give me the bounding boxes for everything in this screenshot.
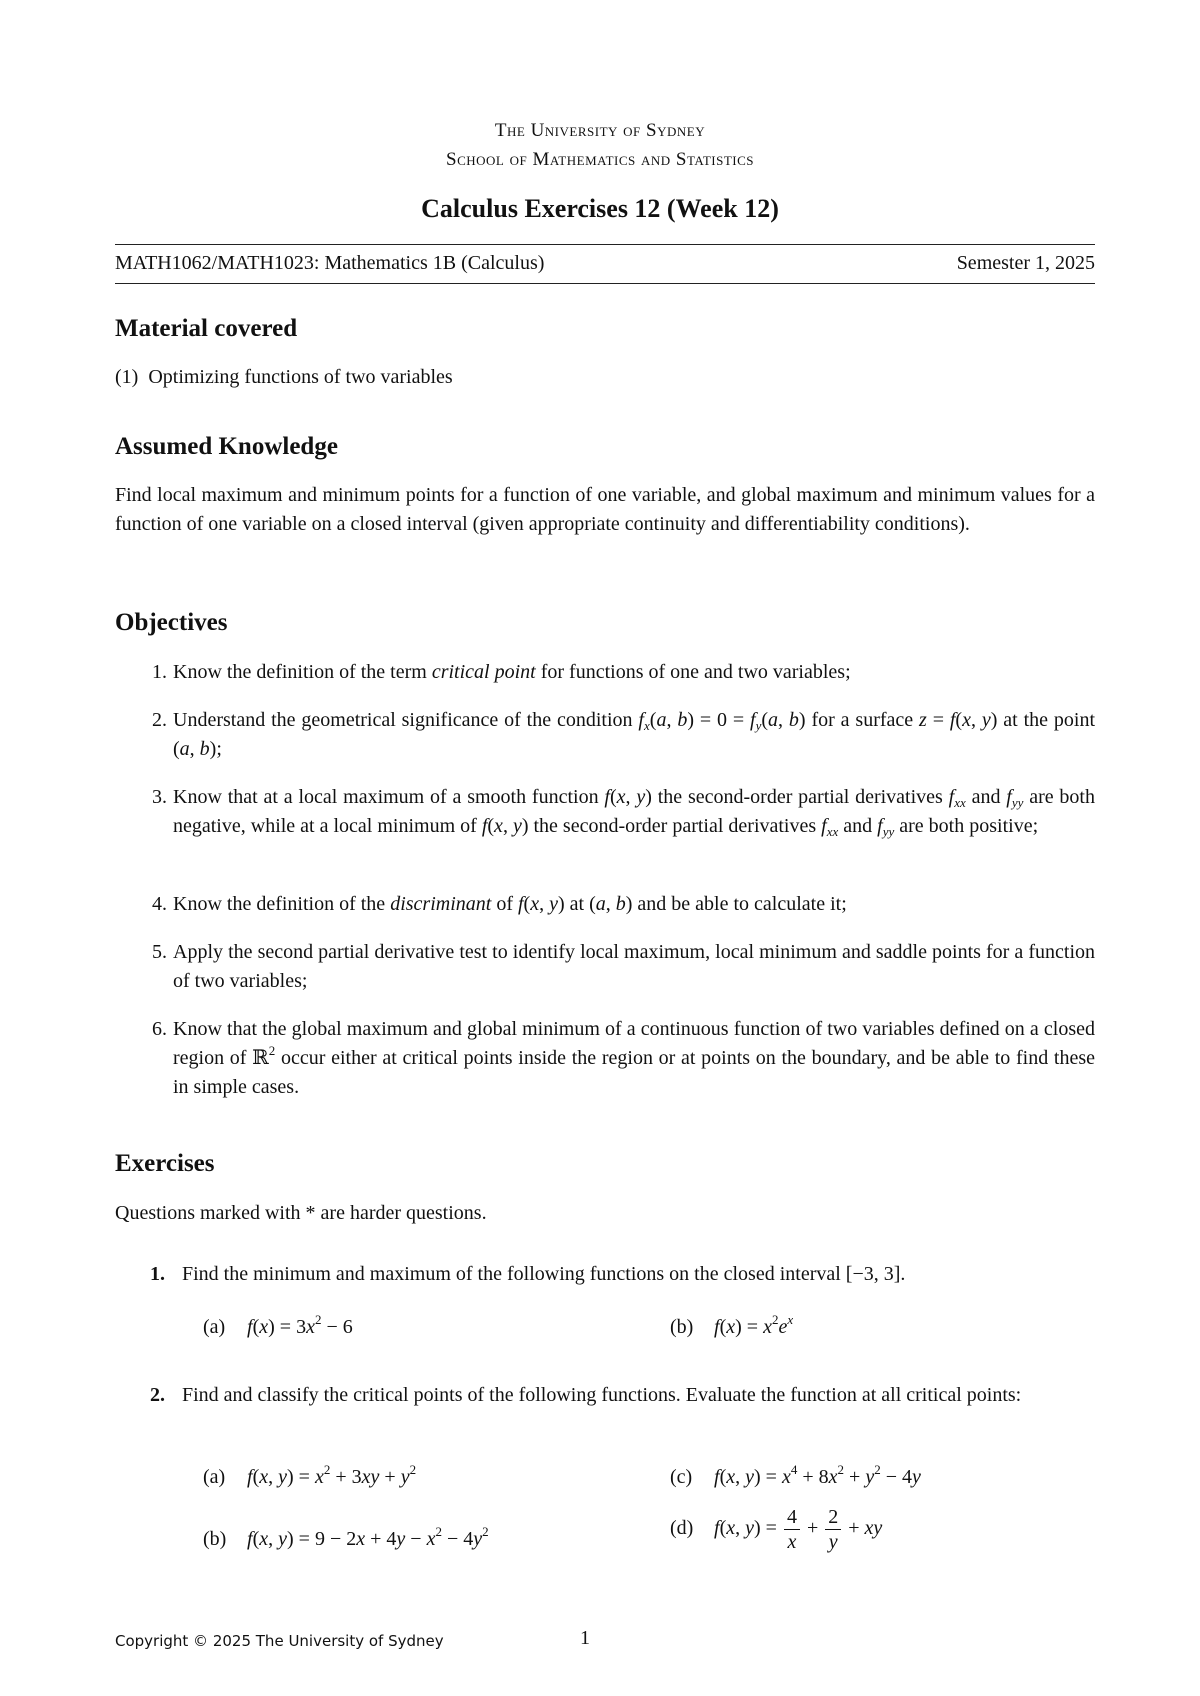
- part-label: (b): [203, 1528, 227, 1550]
- formula: f(x, y) = $\frac{4}{x}$ + $\frac{2}{y}$ + xy: [714, 1506, 883, 1553]
- fraction: $\frac{4}{x}$: [784, 1505, 800, 1554]
- formula: f(x, $y) = x^4 + 8x^2 + y^2 - 4y$: [714, 1462, 921, 1488]
- university-name: The University of Sydney: [494, 120, 706, 141]
- objective-number: 2.: [152, 709, 167, 731]
- question-1b: [670, 1312, 794, 1339]
- document-title: Calculus Exercises 12 (Week 12): [421, 194, 779, 223]
- school-name: School of Mathematics and Statistics: [446, 149, 754, 170]
- objective-text: Know the definition of the term critical point for functions of one and two variables;: [173, 661, 851, 683]
- exercises-note: Questions marked with * are harder questions.: [115, 1202, 487, 1224]
- part-label: (a): [203, 1466, 226, 1488]
- objective-number: 5.: [152, 941, 167, 963]
- formula: $f(x) = x^2e^x$: [714, 1312, 794, 1338]
- part-label: (c): [670, 1466, 693, 1488]
- part-label: (b): [670, 1316, 694, 1338]
- exercises-heading: Exercises: [115, 1150, 215, 1177]
- formula: f(x, $y) = x^2 + 3xy + y^2$: [247, 1462, 417, 1488]
- question-2c: [670, 1462, 921, 1489]
- semester: Semester 1, 2025: [956, 252, 1095, 274]
- copyright-notice: Copyright © 2025 The University of Sydney: [115, 1632, 444, 1650]
- objective-text: Know that the global maximum and global minimum of a continuous function of two variables defined on a closed region of ℝ$^2$ occur either at critical points inside the region or at points on the boundary, and be able to find these in simple cases.: [173, 1018, 1095, 1098]
- objective-number: 1.: [152, 661, 167, 683]
- formula: $f(x) = 3x^2 - 6$: [247, 1312, 353, 1338]
- objective-text: Know that at a local maximum of a smooth function f(x, y) the second-order partial derivatives $f_{xx}$ and $f_{yy}$ are both negative, while at a local minimum of f(x, y) the second-order partial derivatives $f_{xx}$ and $f_{yy}$ are both positive;: [173, 786, 1095, 839]
- course-row: [115, 252, 1095, 275]
- part-label: (a): [203, 1316, 226, 1338]
- objective-text: Apply the second partial derivative test to identify local maximum, local minimum and saddle points for a function of two variables;: [173, 941, 1095, 992]
- question-2d: [670, 1505, 882, 1554]
- question-2a: [203, 1462, 417, 1489]
- question-number: 2.: [150, 1384, 165, 1406]
- objective-text: Know the definition of the discriminant of f(x, y) at (a, b) and be able to calculate it;: [173, 893, 847, 915]
- course-code: MATH1062/MATH1023: Mathematics 1B (Calculus): [115, 252, 545, 274]
- assumed-heading: Assumed Knowledge: [115, 433, 338, 460]
- question-text: Find and classify the critical points of the following functions. Evaluate the function at all critical points:: [182, 1384, 1022, 1406]
- question-text: Find the minimum and maximum of the following functions on the closed interval [−3, 3].: [182, 1263, 906, 1285]
- objective-number: 6.: [152, 1018, 167, 1040]
- part-label: (d): [670, 1517, 694, 1540]
- bottom-rule: [115, 283, 1095, 284]
- objective-number: 3.: [152, 786, 167, 808]
- objective-number: 4.: [152, 893, 167, 915]
- formula: f(x, $y) = 9 - 2x + 4y - x^2 - 4y^2$: [247, 1524, 489, 1550]
- material-heading: Material covered: [115, 315, 298, 342]
- material-item: (1) Optimizing functions of two variables: [115, 366, 453, 388]
- top-rule: [115, 244, 1095, 245]
- assumed-text: Find local maximum and minimum points for a function of one variable, and global maximum and minimum values for a function of one variable on a closed interval (given appropriate continuity and differentiability conditions).: [115, 484, 1095, 535]
- page-number: 1: [580, 1627, 590, 1649]
- objectives-heading: Objectives: [115, 609, 228, 636]
- question-1a: [203, 1312, 353, 1339]
- objective-text: Understand the geometrical significance of the condition $f_x(a$, $b) = 0 = f_y(a$, b) for a surface z = f(x, y) at the point (a, b);: [173, 709, 1095, 760]
- fraction: $\frac{2}{y}$: [825, 1505, 841, 1554]
- question-2b: [203, 1524, 489, 1551]
- question-number: 1.: [150, 1263, 165, 1285]
